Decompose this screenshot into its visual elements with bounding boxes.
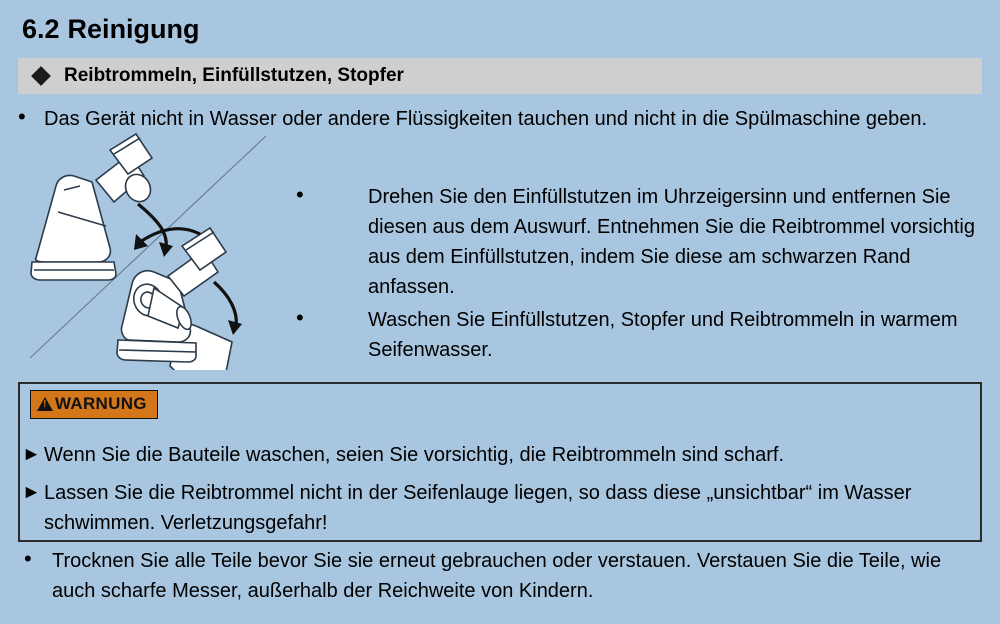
bullet-marker: •: [296, 305, 304, 330]
warning-list-item: [22, 478, 972, 538]
bullet-marker: •: [24, 546, 32, 571]
status-badge: [30, 390, 158, 419]
list-item-text: Das Gerät nicht in Wasser oder andere Flüssigkeiten tauchen und nicht in die Spülmaschine geben.: [44, 108, 928, 130]
bullet-marker: •: [296, 182, 304, 207]
arrow-marker: ►: [22, 482, 41, 503]
list-item-text: Waschen Sie Einfüllstutzen, Stopfer und Reibtrommeln in warmem Seifenwasser.: [368, 309, 958, 361]
warning-line-text: Wenn Sie die Bauteile waschen, seien Sie vorsichtig, die Reibtrommeln sind scharf.: [44, 444, 784, 466]
warning-triangle-icon: [37, 397, 53, 411]
section-number: 6.2: [22, 14, 60, 44]
subheading-bar: [18, 58, 982, 94]
warning-line-text: Lassen Sie die Reibtrommel nicht in der Seifenlauge liegen, so dass diese „unsichtbar“ im Wasser schwimmen. Verletzungsgefahr!: [44, 482, 912, 534]
warning-badge-label: WARNUNG: [55, 394, 147, 413]
list-item-text: Drehen Sie den Einfüllstutzen im Uhrzeigersinn und entfernen Sie diesen aus dem Auswurf. Entnehmen Sie die Reibtrommel vorsichtig aus dem Einfüllstutzen, indem Sie diese am schwarzen Rand anfassen.: [368, 186, 975, 298]
list-item: [24, 546, 982, 606]
grater-drum-assembly-diagram: [18, 130, 298, 370]
list-item: [296, 182, 982, 302]
warning-list-item: [22, 440, 972, 470]
list-item-text: Trocknen Sie alle Teile bevor Sie sie erneut gebrauchen oder verstauen. Verstauen Sie die Teile, wie auch scharfe Messer, außerhalb der Reichweite von Kindern.: [52, 550, 942, 602]
subheading-label: Reibtrommeln, Einfüllstutzen, Stopfer: [64, 65, 404, 86]
page-title: [22, 14, 200, 45]
diamond-icon: [31, 66, 51, 86]
bullet-marker: •: [18, 104, 26, 129]
section-title: Reinigung: [67, 14, 200, 44]
list-item: [296, 305, 982, 365]
arrow-marker: ►: [22, 444, 41, 465]
